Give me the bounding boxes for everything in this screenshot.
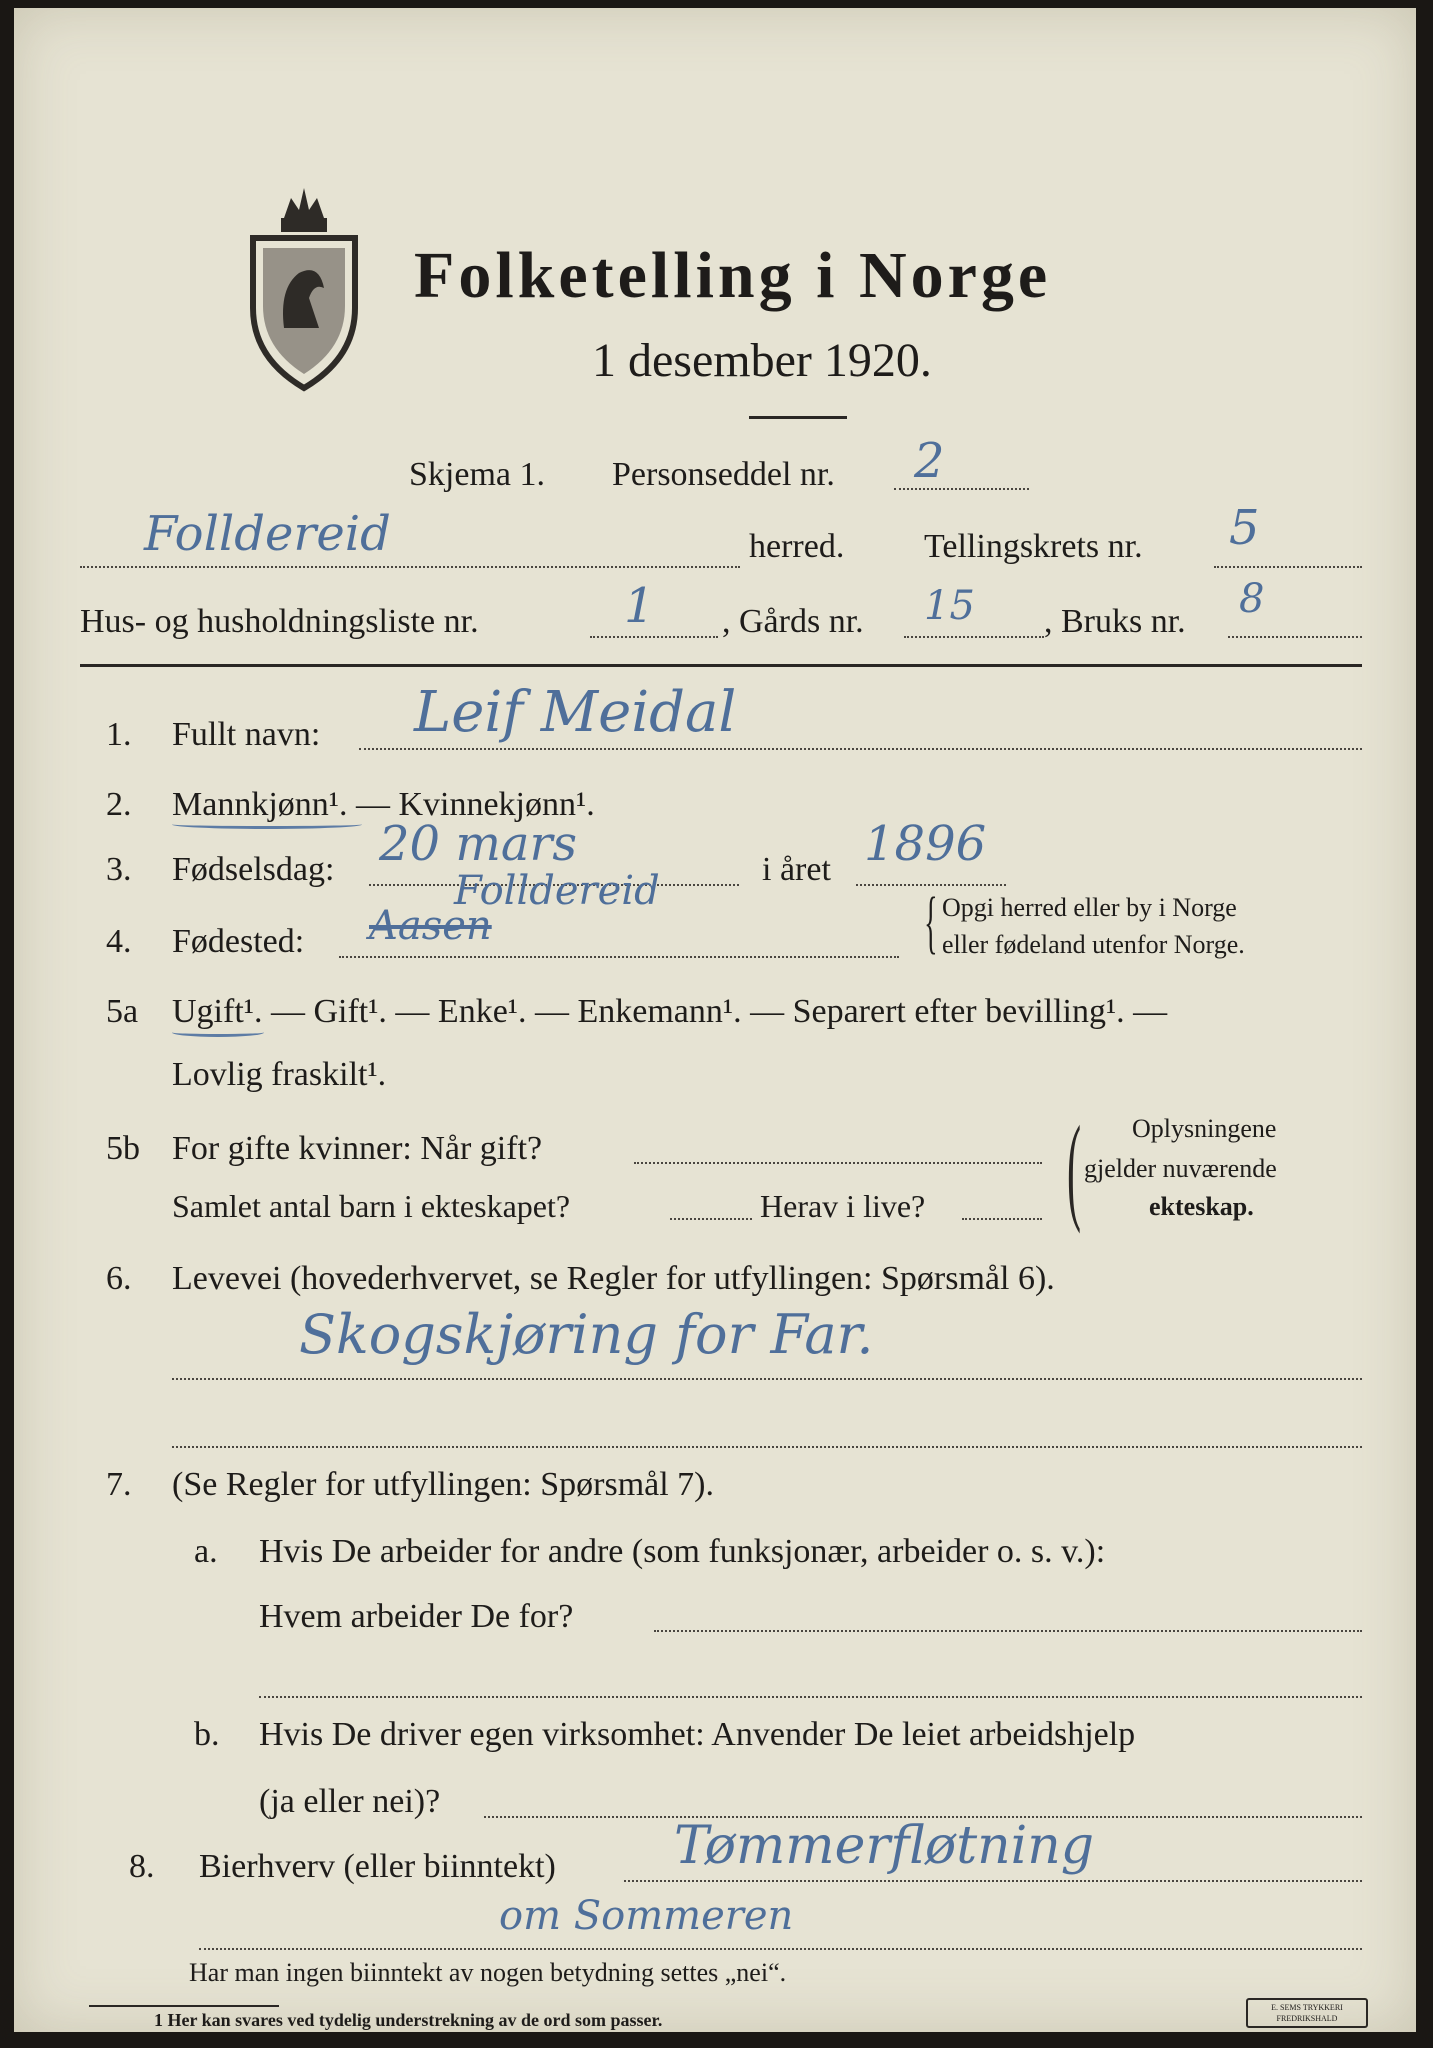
q5a-line2: Lovlig fraskilt¹. [172,1056,387,1093]
q7b-line1: Hvis De driver egen virksomhet: Anvender De leiet arbeidshjelp [259,1716,1136,1753]
q5a-number: 5a [106,993,139,1030]
skjema-label: Skjema 1. [409,456,545,493]
bruks-value: 8 [1239,576,1265,622]
q7-label: (Se Regler for utfyllingen: Spørsmål 7). [172,1466,715,1503]
q7a-field-line-2 [259,1696,1362,1698]
coat-of-arms-icon [239,178,369,397]
q6-label: Levevei (hovederhvervet, se Regler for utfyllingen: Spørsmål 6). [172,1260,1055,1297]
footnote: 1 Her kan svares ved tydelig understrekning av de ord som passer. [154,2010,663,2030]
q5b-note-line1: Oplysningene [1132,1114,1277,1143]
q5a-ugift-underline [172,1028,264,1037]
q7a-letter: a. [194,1533,218,1570]
q1-label: Fullt navn: [172,716,321,753]
q8-value-line1: Tømmerfløtning [674,1816,1094,1876]
gards-label: , Gårds nr. [722,603,864,640]
q1-field-line [359,748,1362,750]
q4-number: 4. [106,923,132,960]
q2-label: Mannkjønn¹. — Kvinnekjønn¹. [172,786,595,823]
q8-value-line2: om Sommeren [499,1893,794,1939]
footnote-divider [89,2005,279,2007]
tellingskrets-label: Tellingskrets nr. [924,528,1143,565]
printer-stamp [1246,1998,1368,2028]
tellingskrets-value: 5 [1229,500,1260,556]
header-divider [80,664,1362,667]
q5b-children-field-line [670,1218,752,1220]
bruks-field-line [1228,636,1362,638]
q3-value: 20 mars [379,816,578,872]
q7b-letter: b. [194,1716,220,1753]
census-date: 1 desember 1920. [592,334,932,387]
printer-stamp-text: E. SEMS TRYKKERI FREDRIKSHALD [1271,2003,1343,2023]
husholdningsliste-field-line [590,636,718,638]
q1-value: Leif Meidal [414,680,737,745]
q5b-note-line3: ekteskap. [1149,1192,1254,1221]
herred-value: Folldereid [144,506,391,562]
q7a-field-line-1 [654,1630,1362,1632]
personseddel-value: 2 [914,433,945,489]
q8-label: Bierhverv (eller biinntekt) [199,1848,556,1885]
q7a-line1: Hvis De arbeider for andre (som funksjonær, arbeider o. s. v.): [259,1533,1106,1570]
q4-note-line2: eller fødeland utenfor Norge. [942,930,1245,959]
personseddel-label: Personseddel nr. [612,456,835,493]
q6-field-line-2 [172,1446,1362,1448]
q8-field-line-2 [199,1948,1362,1950]
q3-year-label: i året [762,851,831,888]
form-title: Folketelling i Norge [414,239,1052,312]
gards-value: 15 [924,583,975,629]
footer-note: Har man ingen biinntekt av nogen betydning settes „nei“. [189,1958,787,1987]
q5b-line1: For gifte kvinner: Når gift? [172,1130,543,1167]
q4-note-line1: Opgi herred eller by i Norge [942,893,1237,922]
q4-label: Fødested: [172,923,305,960]
q8-number: 8. [129,1848,155,1885]
q1-number: 1. [106,716,132,753]
q3-label: Fødselsdag: [172,851,335,888]
q7a-line2: Hvem arbeider De for? [259,1598,574,1635]
gards-field-line [904,636,1044,638]
q5b-when-married-field-line [634,1162,1042,1164]
herred-label: herred. [749,528,845,565]
husholdningsliste-label: Hus- og husholdningsliste nr. [80,603,479,640]
q8-field-line-1 [624,1880,1362,1882]
q7b-line2: (ja eller nei)? [259,1783,441,1820]
q4-field-line [339,956,899,958]
q3-year-value: 1896 [864,816,987,872]
q3-number: 3. [106,851,132,888]
q4-value: Folldereid [454,868,660,914]
q6-field-line-1 [172,1378,1362,1380]
q6-value: Skogskjøring for Far. [299,1303,874,1366]
title-divider [749,416,847,419]
q5b-note-line2: gjelder nuværende [1084,1154,1277,1183]
q5a-line1: Ugift¹. — Gift¹. — Enke¹. — Enkemann¹. — Separert efter bevilling¹. — [172,993,1168,1030]
census-form-sheet [14,8,1416,2032]
q4-brace: { [924,884,938,961]
herred-field-line [80,566,740,568]
bruks-label: , Bruks nr. [1044,603,1186,640]
q5b-brace: ( [1066,1101,1081,1234]
tellingskrets-field-line [1214,566,1362,568]
q2-number: 2. [106,786,132,823]
husholdningsliste-value: 1 [624,578,655,634]
q7-number: 7. [106,1466,132,1503]
q2-mannkjonn-underline [172,820,362,829]
q5b-line2-alive: Herav i live? [760,1188,926,1224]
q5b-alive-field-line [962,1218,1042,1220]
q4-struck-value: Aasen [369,903,492,949]
q5b-line2-children: Samlet antal barn i ekteskapet? [172,1188,571,1224]
q6-number: 6. [106,1260,132,1297]
q5b-number: 5b [106,1130,140,1167]
